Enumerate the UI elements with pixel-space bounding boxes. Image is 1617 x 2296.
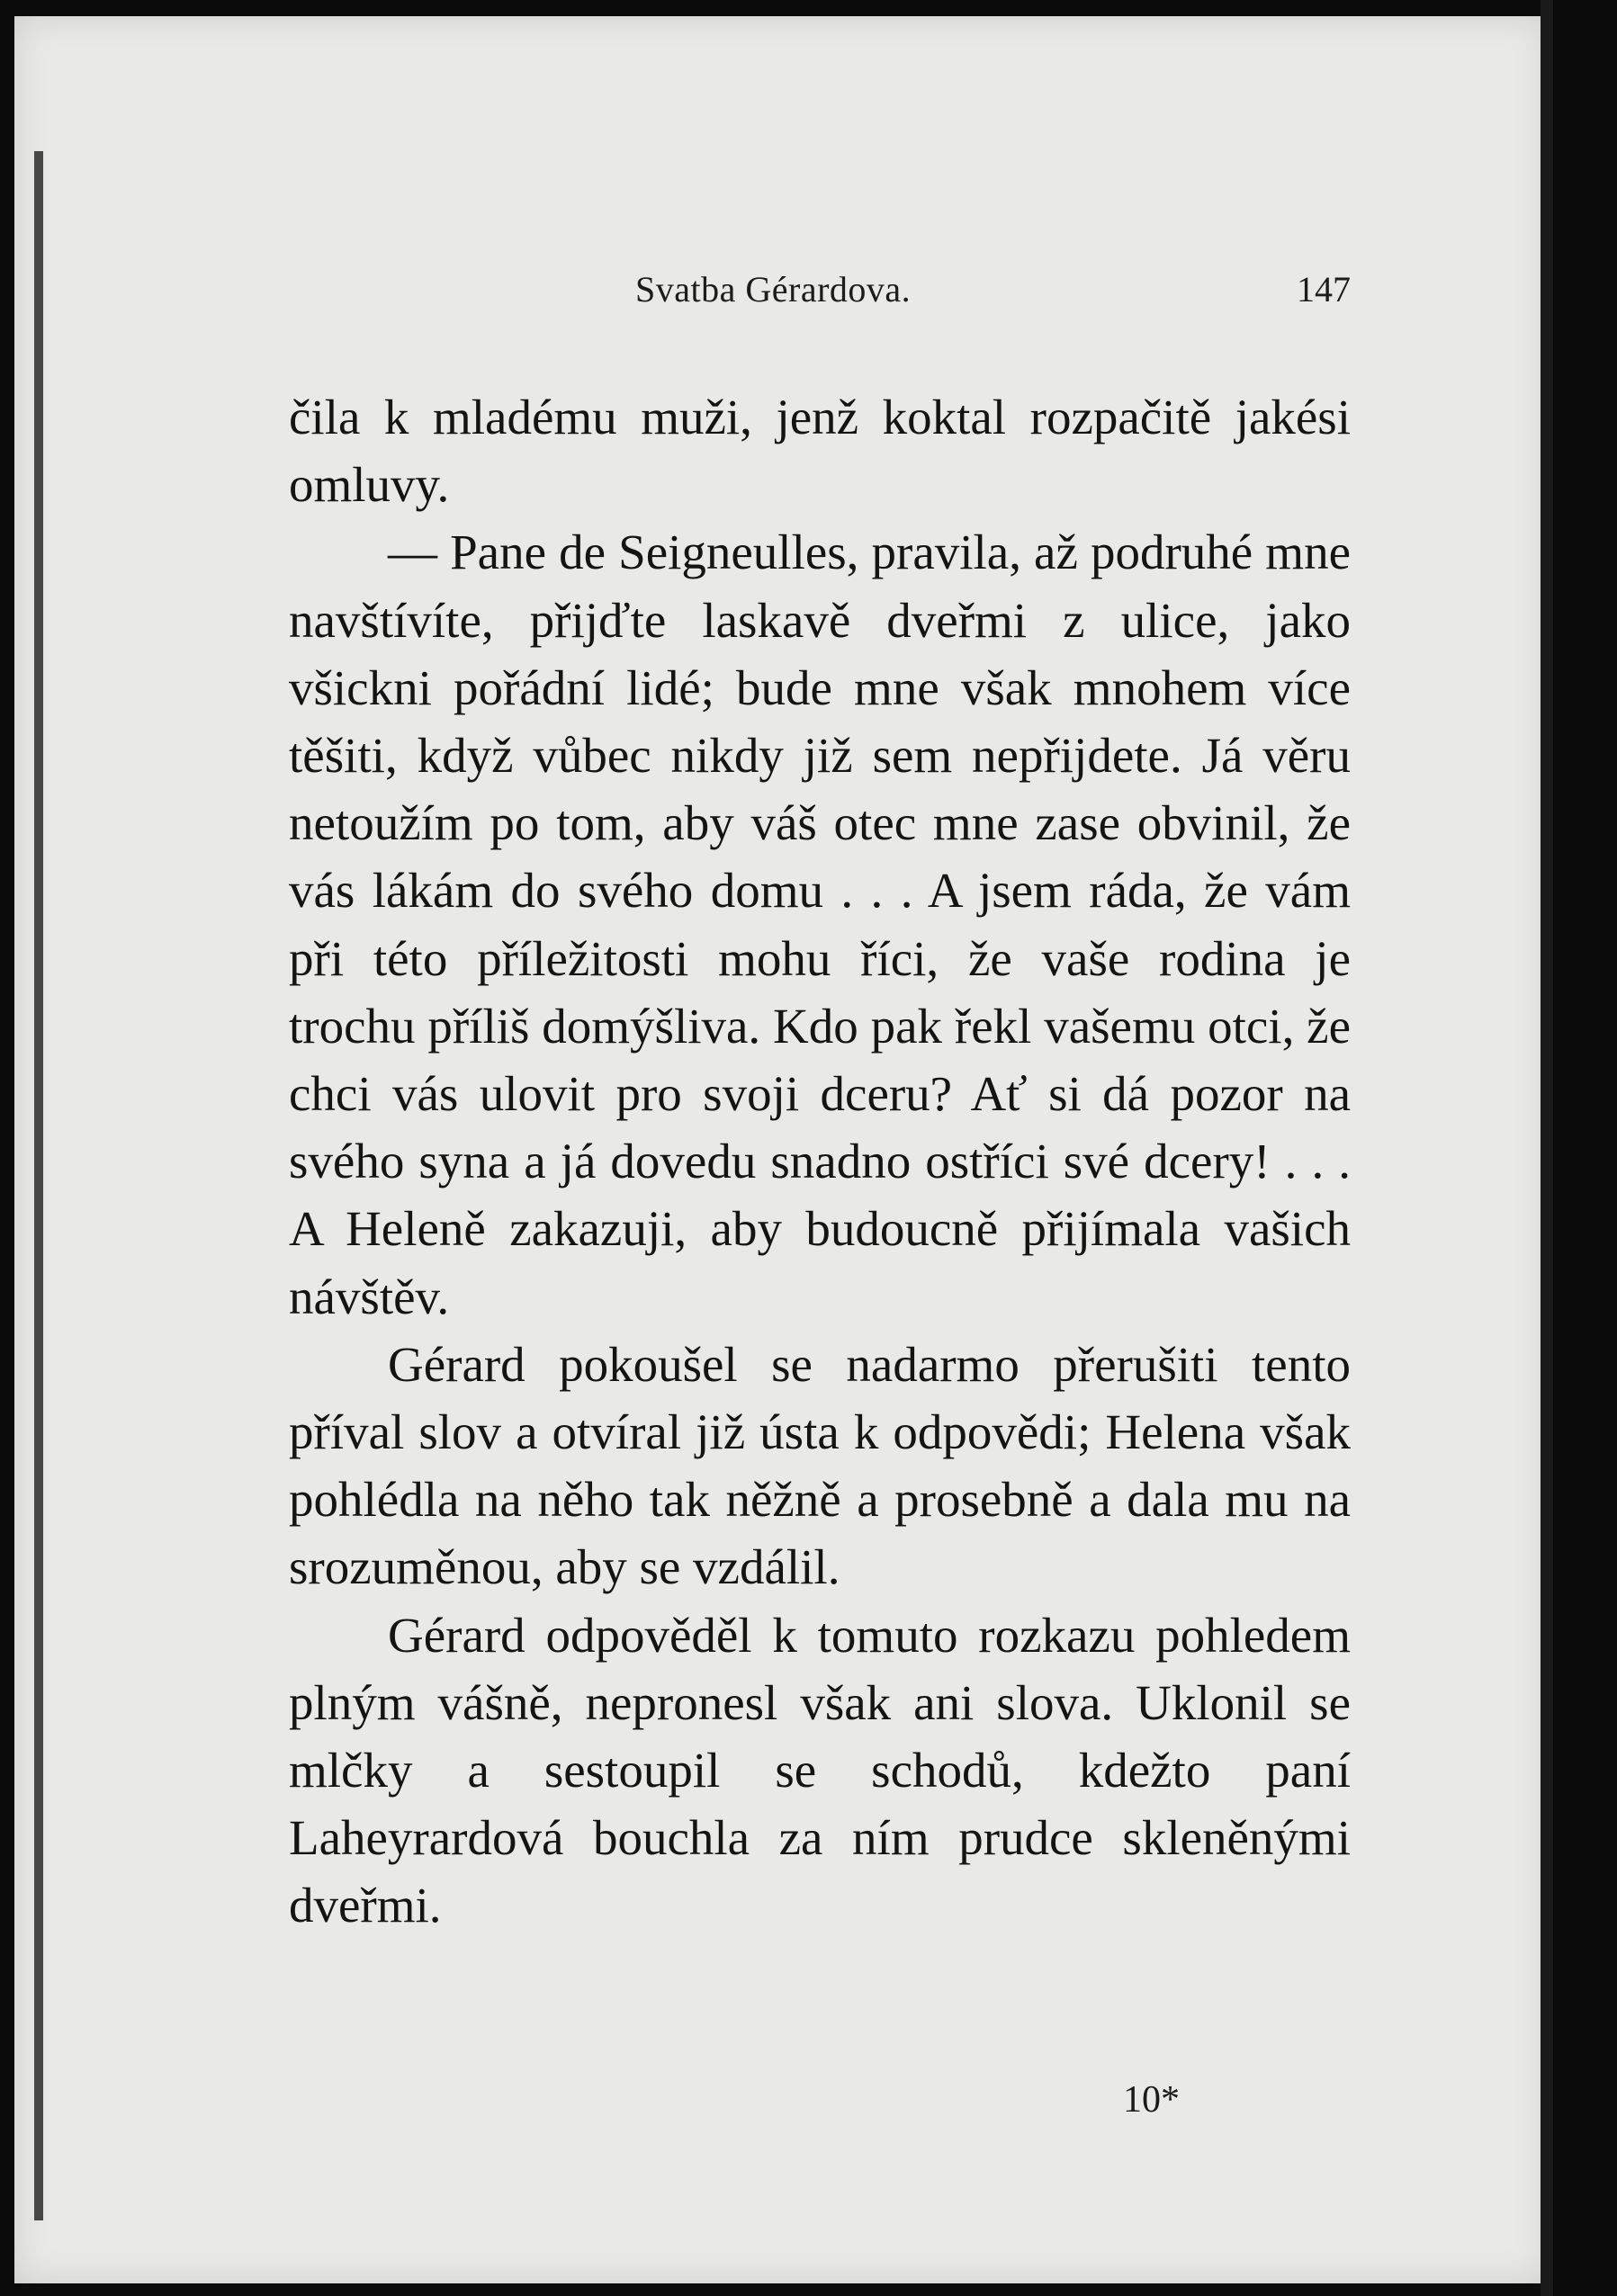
paragraph-continuation: čila k mladému muži, jenž koktal rozpačitě jakési omluvy. <box>289 390 1351 513</box>
paragraph-gerard-departure: Gérard odpověděl k tomuto rozkazu pohledem plným vášně, nepronesl však ani slova. Uklonil se mlčky a sestoupil se schodů, kdežto paní Laheyrardová bouchla za ním prudce skleněnými dveřmi. <box>289 1607 1351 1933</box>
running-head: Svatba Gérardova. <box>635 269 912 309</box>
book-page <box>14 16 1549 2283</box>
paragraph-dialogue: — Pane de Seigneulles, pravila, až podruhé mne navštívíte, přijďte laskavě dveřmi z ulice, jako všickni pořádní lidé; bude mne však mnohem více těšiti, když vůbec nikdy již sem nepřijdete. Já věru netoužím po tom, aby váš otec mne zase obvinil, že vás lákám do svého domu . . . A jsem ráda, že vám při této příležitosti mohu říci, že vaše rodina je trochu příliš domýšliva. Kdo pak řekl vašemu otci, že chci vás ulovit pro svoji dceru? Ať si dá pozor na svého syna a já dovedu snadno ostříci své dcery! . . . A Heleně zakazuji, aby budoucně přijímala vašich návštěv. <box>289 525 1351 1324</box>
body-text <box>289 383 1351 1940</box>
printer-signature-mark: 10* <box>1123 2079 1180 2121</box>
page-edge-shadow <box>34 151 43 2220</box>
scan-border-right <box>1541 0 1553 2296</box>
page-number: 147 <box>1297 269 1351 309</box>
paragraph-gerard-interrupt: Gérard pokoušel se nadarmo přerušiti tento příval slov a otvíral již ústa k odpovědi; Helena však pohlédla na něho tak něžně a prosebně a dala mu na srozuměnou, aby se vzdálil. <box>289 1336 1351 1595</box>
page-header <box>289 268 1351 322</box>
